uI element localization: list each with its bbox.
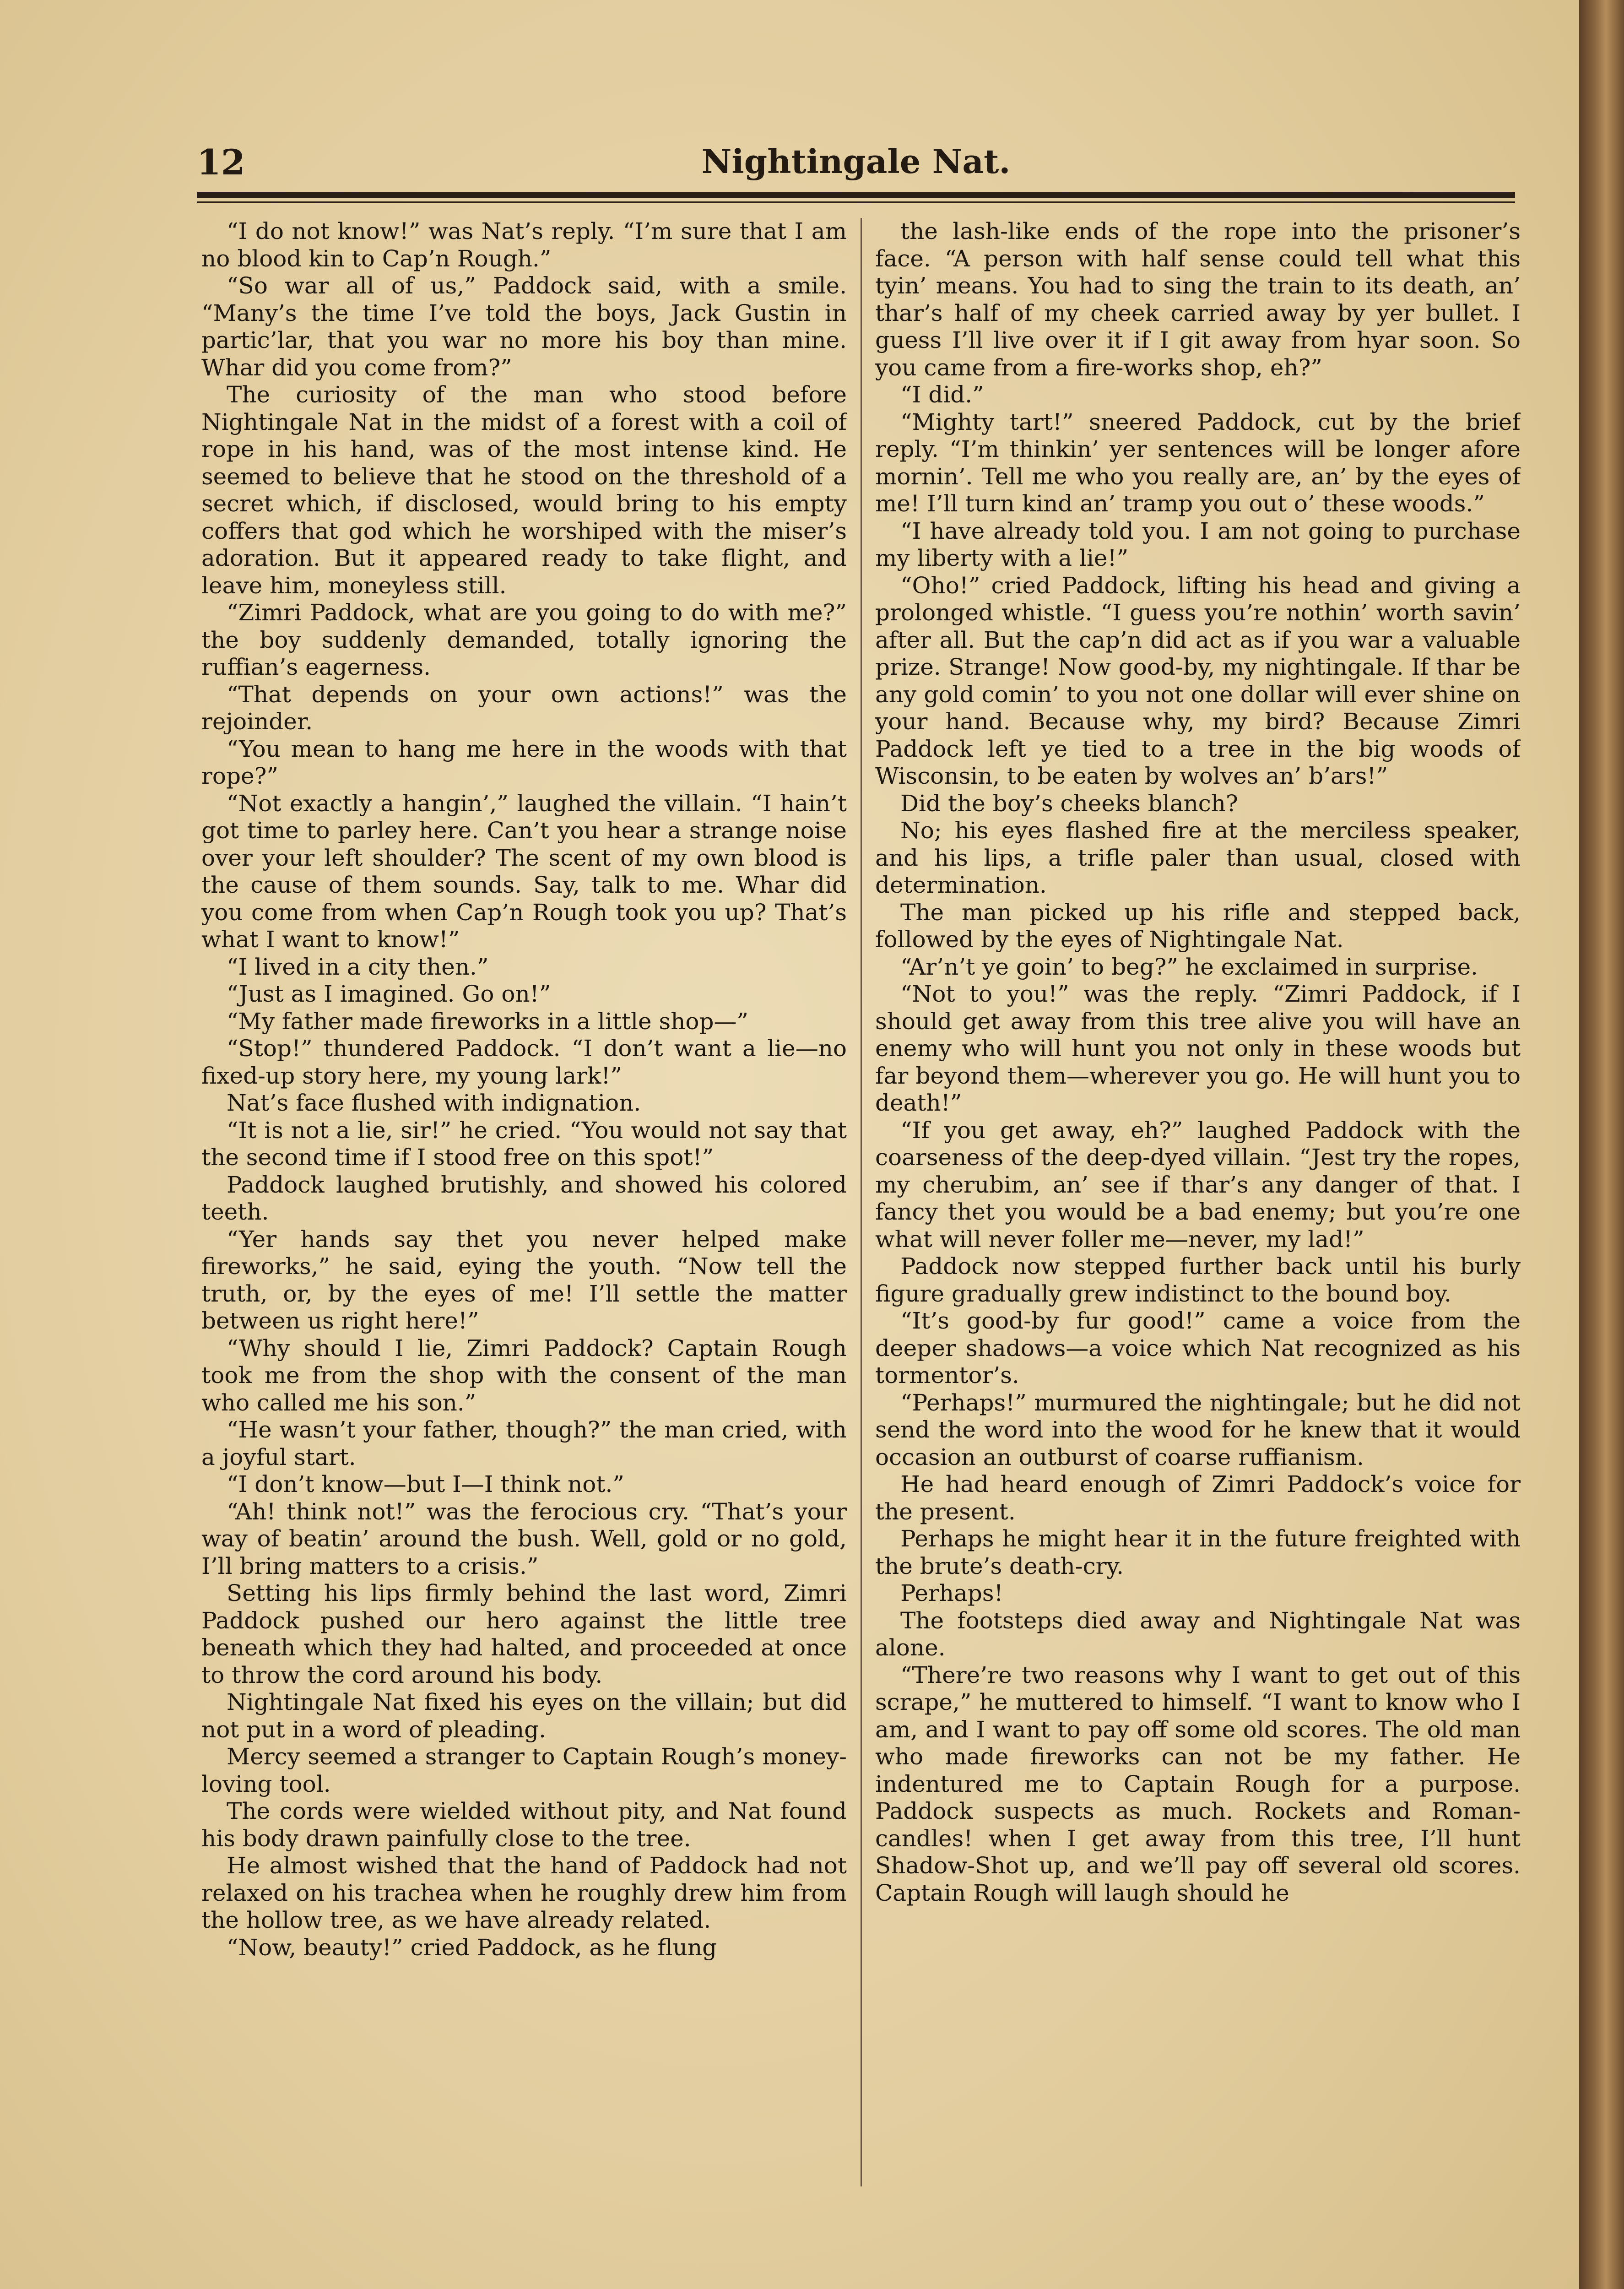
book-spine (1579, 0, 1624, 2289)
paragraph: He almost wished that the hand of Paddock had not relaxed on his trachea when he roughly drew him from the hollow tree, as we have already related. (201, 1852, 847, 1933)
paragraph: Nat’s face flushed with indignation. (227, 1090, 641, 1116)
paragraph: “Mighty tart!” sneered Paddock, cut by the brief reply. “I’m thinkin’ yer sentences will be longer afore mornin’. Tell me who you really are, an’ by the eyes of me! I’ll turn kind an’ tramp you out o’ these woods.” (875, 408, 1521, 517)
paragraph: The footsteps died away and Nightingale Nat was alone. (875, 1607, 1521, 1661)
page-header (197, 137, 1515, 192)
paragraph: “Zimri Paddock, what are you going to do with me?” the boy suddenly demanded, totally ignoring the ruffian’s eagerness. (201, 599, 847, 680)
paragraph: “So war all of us,” Paddock said, with a smile. “Many’s the time I’ve told the boys, Jack Gustin in partic’lar, that you war no more his boy than mine. Whar did you come from?” (201, 272, 847, 381)
paragraph: “Yer hands say thet you never helped make fireworks,” he said, eying the youth. “Now tell the truth, or, by the eyes of me! I’ll settle the matter between us right here!” (201, 1226, 847, 1334)
paragraph: “If you get away, eh?” laughed Paddock with the coarseness of the deep-dyed villain. “Jest try the ropes, my cherubim, an’ see if thar’s any danger of that. I fancy thet you would be a bad enemy; but you’re one what will never foller me—never, my lad!” (875, 1117, 1521, 1253)
paragraph: Perhaps! (900, 1580, 1003, 1606)
paragraph: Paddock laughed brutishly, and showed his colored teeth. (201, 1171, 847, 1225)
paragraph: “There’re two reasons why I want to get out of this scrape,” he muttered to himself. “I want to know who I am, and I want to pay off some old scores. The old man who made fireworks can not be my father. He indentured me to Captain Rough for a purpose. Paddock suspects as much. Rockets and Roman-candles! when I get away from this tree, I’ll hunt Shadow-Shot up, and we’ll pay off several old scores. Captain Rough will laugh should he (875, 1661, 1521, 1906)
paragraph: “You mean to hang me here in the woods with that rope?” (201, 735, 847, 789)
paragraph: “He wasn’t your father, though?” the man cried, with a joyful start. (201, 1416, 847, 1470)
paragraph: The cords were wielded without pity, and Nat found his body drawn painfully close to the tree. (201, 1798, 847, 1852)
paragraph: “I do not know!” was Nat’s reply. “I’m sure that I am no blood kin to Cap’n Rough.” (201, 218, 847, 272)
paragraph: The man picked up his rifle and stepped back, followed by the eyes of Nightingale Nat. (875, 899, 1521, 953)
column-divider (861, 218, 862, 2186)
paragraph: “That depends on your own actions!” was the rejoinder. (201, 681, 847, 735)
paragraph: “Not to you!” was the reply. “Zimri Paddock, if I should get away from this tree alive you will have an enemy who will hunt you not only in these woods but far beyond them—wherever you go. He will hunt you to death!” (875, 981, 1521, 1116)
paragraph: “I don’t know—but I—I think not.” (227, 1471, 624, 1497)
paragraph: “Just as I imagined. Go on!” (227, 981, 551, 1007)
header-rule-thin (197, 201, 1515, 203)
paragraph: “Ar’n’t ye goin’ to beg?” he exclaimed in surprise. (900, 953, 1478, 980)
paragraph: Mercy seemed a stranger to Captain Rough’s money-loving tool. (201, 1743, 847, 1797)
paragraph: “I lived in a city then.” (227, 953, 489, 980)
paragraph: the lash-like ends of the rope into the prisoner’s face. “A person with half sense could tell what this tyin’ means. You had to sing the train to its death, an’ thar’s half of my cheek carried away by yer bullet. I guess I’ll live over it if I git away from hyar soon. So you came from a fire-works shop, eh?” (875, 218, 1521, 381)
paragraph: “Stop!” thundered Paddock. “I don’t want a lie—no fixed-up story here, my young lark!” (201, 1035, 847, 1089)
paragraph: Setting his lips firmly behind the last word, Zimri Paddock pushed our hero against the little tree beneath which they had halted, and proceeded at once to throw the cord around his body. (201, 1580, 847, 1688)
paragraph: “It’s good-by fur good!” came a voice from the deeper shadows—a voice which Nat recognized as his tormentor’s. (875, 1307, 1521, 1389)
right-text-column (875, 218, 1521, 2186)
paragraph: Nightingale Nat fixed his eyes on the villain; but did not put in a word of pleading. (201, 1689, 847, 1743)
paragraph: “Why should I lie, Zimri Paddock? Captain Rough took me from the shop with the consent of the man who called me his son.” (201, 1334, 847, 1416)
paragraph: Perhaps he might hear it in the future freighted with the brute’s death-cry. (875, 1525, 1521, 1579)
paragraph: “It is not a lie, sir!” he cried. “You would not say that the second time if I stood free on this spot!” (201, 1117, 847, 1171)
paragraph: “Ah! think not!” was the ferocious cry. “That’s your way of beatin’ around the bush. Well, gold or no gold, I’ll bring matters to a crisis.” (201, 1498, 847, 1579)
left-text-column (201, 218, 847, 2186)
paragraph: Paddock now stepped further back until his burly figure gradually grew indistinct to the bound boy. (875, 1253, 1521, 1307)
paragraph: “Not exactly a hangin’,” laughed the villain. “I hain’t got time to parley here. Can’t you hear a strange noise over your left shoulder? The scent of my own blood is the cause of them sounds. Say, talk to me. Whar did you come from when Cap’n Rough took you up? That’s what I want to know!” (201, 790, 847, 953)
paragraph: “Now, beauty!” cried Paddock, as he flung (227, 1934, 717, 1961)
paragraph: “Perhaps!” murmured the nightingale; but he did not send the word into the wood for he knew that it would occasion an outburst of coarse ruffianism. (875, 1389, 1521, 1470)
paragraph: “I did.” (900, 381, 984, 408)
paragraph: Did the boy’s cheeks blanch? (900, 790, 1238, 817)
paragraph: “My father made fireworks in a little shop—” (227, 1008, 749, 1035)
paragraph: “I have already told you. I am not going to purchase my liberty with a lie!” (875, 517, 1521, 571)
running-title: Nightingale Nat. (701, 142, 1011, 181)
header-rule (197, 192, 1515, 198)
paragraph: The curiosity of the man who stood before Nightingale Nat in the midst of a forest with a coil of rope in his hand, was of the most intense kind. He seemed to believe that he stood on the threshold of a secret which, if disclosed, would bring to his empty coffers that god which he worshiped with the miser’s adoration. But it appeared ready to take flight, and leave him, moneyless still. (201, 381, 847, 599)
paragraph: “Oho!” cried Paddock, lifting his head and giving a prolonged whistle. “I guess you’re nothin’ worth savin’ after all. But the cap’n did act as if you war a valuable prize. Strange! Now good-by, my nightingale. If thar be any gold comin’ to you not one dollar will ever shine on your hand. Because why, my bird? Because Zimri Paddock left ye tied to a tree in the big woods of Wisconsin, to be eaten by wolves an’ b’ars!” (875, 572, 1521, 789)
paragraph: He had heard enough of Zimri Paddock’s voice for the present. (875, 1471, 1521, 1525)
page-number: 12 (197, 142, 245, 183)
paragraph: No; his eyes flashed fire at the merciless speaker, and his lips, a trifle paler than usual, closed with determination. (875, 817, 1521, 898)
